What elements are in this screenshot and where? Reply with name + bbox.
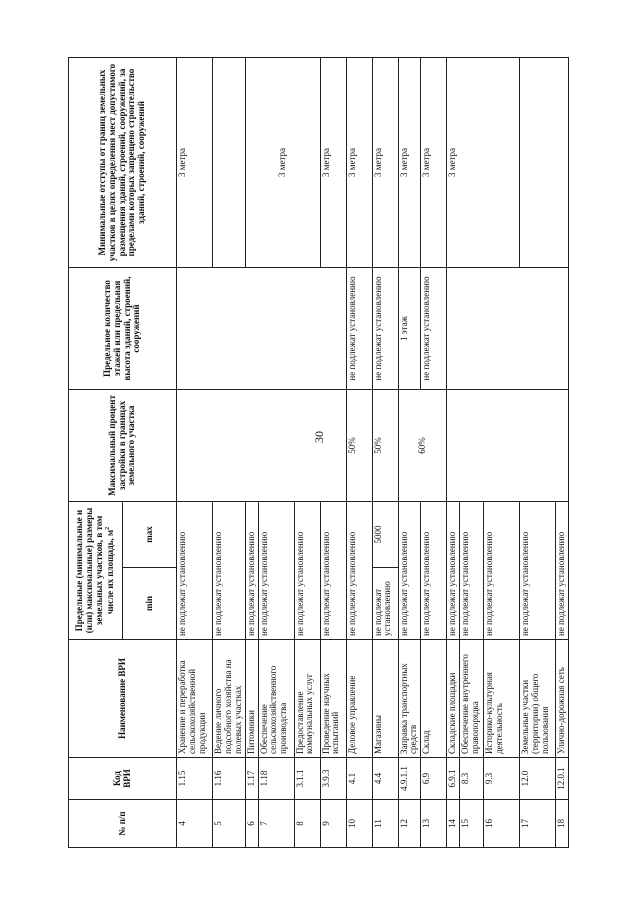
header-num: № п/п: [69, 800, 177, 848]
row-max: 5000: [372, 502, 398, 568]
row-size: не подлежат установлению: [294, 502, 320, 640]
percent-cell: [447, 390, 569, 502]
row-name: Улично-дорожная сеть: [556, 640, 569, 758]
setback-cell: 3 метра: [421, 58, 447, 268]
row-num: 9: [320, 800, 346, 848]
row-num: 11: [372, 800, 398, 848]
row-code: 1.15: [177, 758, 213, 800]
row-size: не подлежат установлению: [447, 502, 460, 640]
row-num: 16: [484, 800, 520, 848]
page-number: 30: [312, 431, 326, 443]
setback-cell: 3 метра: [447, 58, 520, 268]
row-name: Обеспечение внутреннего правопорядка: [460, 640, 484, 758]
setback-cell: 3 метра: [346, 58, 372, 268]
setback-cell: [520, 58, 569, 268]
setback-cell: 3 метра: [245, 58, 320, 268]
row-name: Земельные участки (территории) общего пользования: [520, 640, 556, 758]
row-code: 12.0: [520, 758, 556, 800]
row-size: не подлежат установлению: [346, 502, 372, 640]
row-code: 1.16: [213, 758, 246, 800]
floors-cell: [447, 268, 569, 390]
row-name: Проведение научных испытаний: [320, 640, 346, 758]
row-code: 3.1.1: [294, 758, 320, 800]
floors-cell: не подлежат установлению: [346, 268, 372, 390]
header-min: min: [123, 568, 177, 640]
row-name: Обеспечение сельскохозяйственного производства: [258, 640, 294, 758]
setback-cell: 3 метра: [320, 58, 346, 268]
row-name: Предоставление коммунальных услуг: [294, 640, 320, 758]
row-size: не подлежат установлению: [460, 502, 484, 640]
row-code: 6.9: [421, 758, 447, 800]
row-code: 9.3: [484, 758, 520, 800]
row-code: 1.18: [258, 758, 294, 800]
row-min: не подлежат установлению: [372, 568, 398, 640]
row-code: 4.9.1.1: [398, 758, 421, 800]
row-num: 18: [556, 800, 569, 848]
row-name: Складские площадки: [447, 640, 460, 758]
row-num: 13: [421, 800, 447, 848]
rotated-table-wrapper: [68, 58, 574, 848]
header-setback: Минимальные отступы от границ земельных участков в целях определения мест допустимого размещения зданий, строений, сооружений, за пределами которых запрещено строительство зданий, строений, сооружений: [69, 58, 177, 268]
row-code: 12.0.1: [556, 758, 569, 800]
row-code: 4.1: [346, 758, 372, 800]
row-size: не подлежат установлению: [213, 502, 246, 640]
row-code: 1.17: [245, 758, 258, 800]
row-size: не подлежат установлению: [556, 502, 569, 640]
row-code: 3.9.3: [320, 758, 346, 800]
percent-cell: 60%: [398, 390, 447, 502]
percent-cell: [177, 390, 347, 502]
row-num: 7: [258, 800, 294, 848]
percent-cell: 50%: [372, 390, 398, 502]
header-percent: Максимальный процент застройки в границах земельного участка: [69, 390, 177, 502]
percent-cell: 50%: [346, 390, 372, 502]
header-area: Предельные (минимальные и (или) максимальные) размеры земельных участков, в том числе их площадь, $м^2$: [69, 502, 123, 640]
row-num: 5: [213, 800, 246, 848]
row-size: не подлежат установлению: [520, 502, 556, 640]
row-size: не подлежат установлению: [484, 502, 520, 640]
row-num: 14: [447, 800, 460, 848]
row-name: Хранение и переработка сельскохозяйственной продукции: [177, 640, 213, 758]
row-name: Склад: [421, 640, 447, 758]
row-name: Деловое управление: [346, 640, 372, 758]
row-code: 8.3: [460, 758, 484, 800]
row-code: 6.9.1: [447, 758, 460, 800]
row-code: 4.4: [372, 758, 398, 800]
row-name: Ведение личного подсобного хозяйства на полевых участках: [213, 640, 246, 758]
setback-cell: 3 метра: [372, 58, 398, 268]
row-name: Заправка транспортных средств: [398, 640, 421, 758]
row-size: не подлежат установлению: [320, 502, 346, 640]
row-size: не подлежат установлению: [245, 502, 258, 640]
row-name: Питомники: [245, 640, 258, 758]
setback-cell: [213, 58, 246, 268]
floors-cell: 1 этаж: [398, 268, 421, 390]
row-size: не подлежат установлению: [398, 502, 421, 640]
row-name: Историко-культурная деятельность: [484, 640, 520, 758]
row-num: 6: [245, 800, 258, 848]
floors-cell: не подлежат установлению: [421, 268, 447, 390]
header-floors: Предельное количество этажей или предельная высота зданий, строений, сооружений: [69, 268, 177, 390]
setback-cell: 3 метра: [177, 58, 213, 268]
floors-cell: не подлежат установлению: [372, 268, 398, 390]
row-num: 17: [520, 800, 556, 848]
row-num: 15: [460, 800, 484, 848]
row-size: не подлежат установлению: [177, 502, 213, 640]
zoning-parameters-table: [68, 57, 569, 848]
row-num: 12: [398, 800, 421, 848]
row-name: Магазины: [372, 640, 398, 758]
row-size: не подлежат установлению: [421, 502, 447, 640]
row-num: 8: [294, 800, 320, 848]
setback-cell: 3 метра: [398, 58, 421, 268]
header-code: Код ВРИ: [69, 758, 177, 800]
row-num: 4: [177, 800, 213, 848]
row-size: не подлежат установлению: [258, 502, 294, 640]
floors-cell: [177, 268, 347, 390]
row-num: 10: [346, 800, 372, 848]
header-name: Наименование ВРИ: [69, 640, 177, 758]
header-max: max: [123, 502, 177, 568]
